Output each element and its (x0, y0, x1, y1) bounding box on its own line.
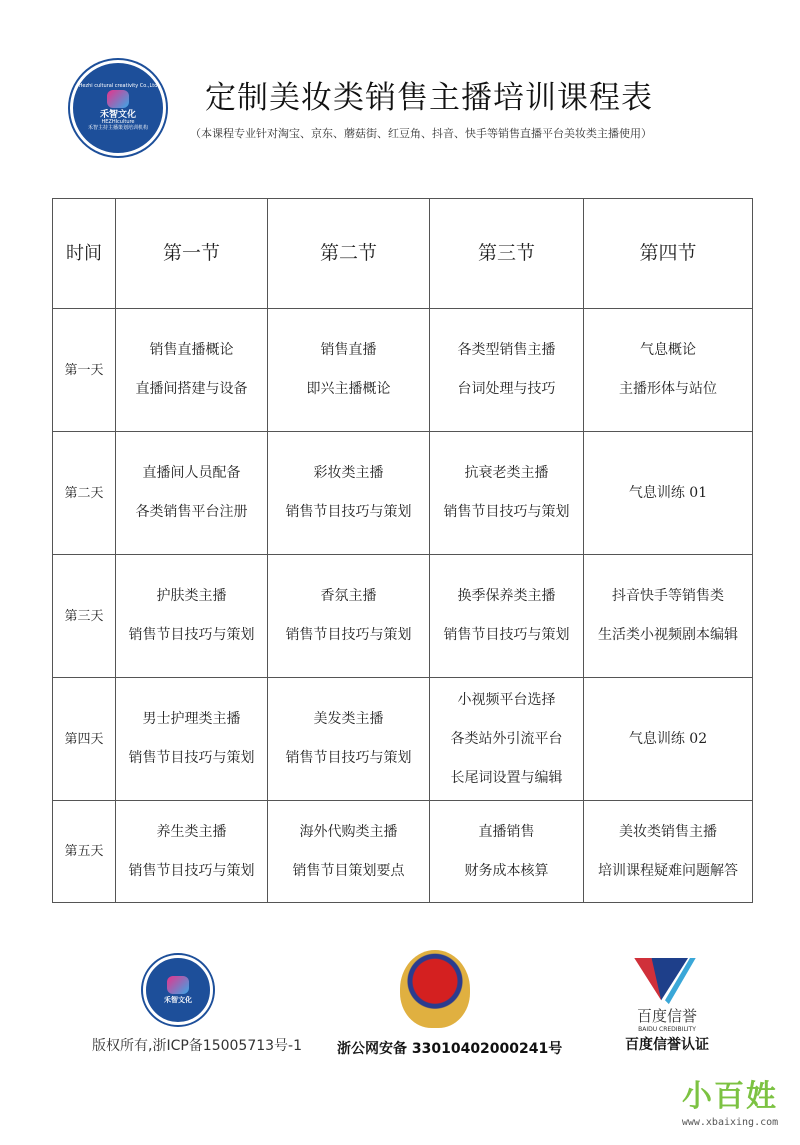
course-line: 气息概论 (640, 342, 696, 358)
watermark-block (665, 1078, 795, 1129)
day-cell: 第五天 (53, 801, 116, 903)
course-cell (268, 678, 430, 801)
course-line: 长尾词设置与编辑 (450, 769, 563, 786)
baidu-credibility-logo-icon (633, 958, 697, 1006)
course-cell (268, 555, 430, 678)
course-line: 海外代购类主播 (299, 823, 398, 840)
header-cell: 第三节 (430, 199, 584, 309)
course-cell (430, 309, 584, 432)
page-subtitle: （本课程专业针对淘宝、京东、蘑菇街、红豆角、抖音、快手等销售直播平台美妆类主播使用） (190, 127, 652, 140)
header-cell: 第一节 (116, 199, 268, 309)
course-line: 气息训练 02 (628, 730, 708, 747)
footer-company-logo (143, 955, 213, 1025)
baidu-cn: 百度信誉 (636, 1007, 697, 1025)
day-cell: 第四天 (53, 678, 116, 801)
table-row (53, 432, 753, 555)
course-cell (430, 555, 584, 678)
course-cell (116, 432, 268, 555)
logo-en: HEZHIculture (101, 119, 135, 126)
logo-cn: 禾智文化 (99, 109, 136, 120)
table-row (53, 678, 753, 801)
course-line: 销售节目技巧与策划 (128, 862, 255, 879)
course-line: 气息训练 01 (628, 484, 708, 501)
course-line: 各类站外引流平台 (450, 730, 563, 747)
course-line: 养生类主播 (156, 823, 227, 840)
course-cell (584, 555, 753, 678)
course-line: 彩妆类主播 (313, 465, 384, 481)
course-line: 抗衰老类主播 (464, 465, 549, 481)
day-cell: 第二天 (53, 432, 116, 555)
watermark-url: www.xbaixing.com (681, 1117, 779, 1128)
page-title: 定制美妆类销售主播培训课程表 (205, 80, 653, 116)
course-line: 培训课程疑难问题解答 (598, 862, 738, 879)
course-cell (116, 309, 268, 432)
header-cell: 第二节 (268, 199, 430, 309)
course-line: 各类销售平台注册 (135, 504, 248, 520)
baidu-en: BAIDU CREDIBILITY (638, 1026, 696, 1033)
course-line: 男士护理类主播 (142, 711, 241, 727)
baidu-credibility-block (612, 1007, 722, 1054)
header-cell: 第四节 (584, 199, 753, 309)
logo-bottom: 禾智主持主播策划培训机构 (87, 125, 148, 132)
course-cell (116, 678, 268, 801)
course-line: 生活类小视频剧本编辑 (598, 627, 738, 643)
course-line: 香氛主播 (320, 588, 377, 604)
company-logo (70, 60, 166, 156)
course-line: 销售节目技巧与策划 (443, 504, 570, 520)
course-line: 抖音快手等销售类 (612, 588, 724, 604)
course-cell (116, 555, 268, 678)
day-cell: 第一天 (53, 309, 116, 432)
logo-cn: 禾智文化 (164, 995, 192, 1004)
course-cell (430, 432, 584, 555)
course-line: 直播间人员配备 (142, 465, 241, 481)
course-line: 台词处理与技巧 (457, 381, 556, 397)
table-row (53, 309, 753, 432)
course-line: 直播销售 (478, 823, 535, 840)
course-cell (430, 801, 584, 903)
baidu-cert: 百度信誉认证 (625, 1037, 709, 1053)
police-emblem-icon (400, 950, 470, 1028)
course-line: 销售节目技巧与策划 (285, 504, 412, 520)
course-line: 财务成本核算 (464, 862, 549, 879)
header-cell: 时间 (53, 199, 116, 309)
police-record-text: 浙公网安备 33010402000241号 (337, 1041, 563, 1057)
course-cell (268, 801, 430, 903)
course-line: 直播间搭建与设备 (135, 381, 248, 397)
course-line: 护肤类主播 (156, 588, 227, 604)
course-cell (268, 432, 430, 555)
logo-ring-text: Hezhi cultural creativity Co.,Ltd (78, 83, 158, 90)
course-line: 销售节目技巧与策划 (443, 627, 570, 643)
course-cell (268, 309, 430, 432)
watermark: 小百姓 (682, 1079, 778, 1114)
logo-wave-icon (107, 90, 129, 108)
day-cell: 第三天 (53, 555, 116, 678)
course-line: 主播形体与站位 (619, 381, 717, 397)
header-row (53, 199, 753, 309)
course-line: 销售节目技巧与策划 (285, 627, 412, 643)
course-line: 各类型销售主播 (457, 342, 556, 358)
course-line: 销售节目策划要点 (292, 862, 405, 879)
table-row (53, 555, 753, 678)
course-line: 小视频平台选择 (457, 691, 556, 708)
schedule-table (52, 198, 753, 903)
table-row (53, 801, 753, 903)
course-line: 即兴主播概论 (306, 381, 391, 397)
course-line: 销售直播概论 (149, 342, 234, 358)
course-cell (584, 432, 753, 555)
course-cell (584, 309, 753, 432)
course-line: 换季保养类主播 (457, 588, 556, 604)
course-line: 美发类主播 (313, 711, 384, 727)
course-line: 销售节目技巧与策划 (128, 750, 255, 766)
logo-wave-icon (167, 976, 189, 994)
course-cell (430, 678, 584, 801)
course-cell (584, 801, 753, 903)
copyright-text: 版权所有,浙ICP备15005713号-1 (92, 1038, 303, 1054)
course-line: 美妆类销售主播 (619, 823, 717, 840)
course-line: 销售节目技巧与策划 (285, 750, 412, 766)
course-line: 销售直播 (320, 342, 377, 358)
course-cell (584, 678, 753, 801)
course-cell (116, 801, 268, 903)
course-line: 销售节目技巧与策划 (128, 627, 255, 643)
